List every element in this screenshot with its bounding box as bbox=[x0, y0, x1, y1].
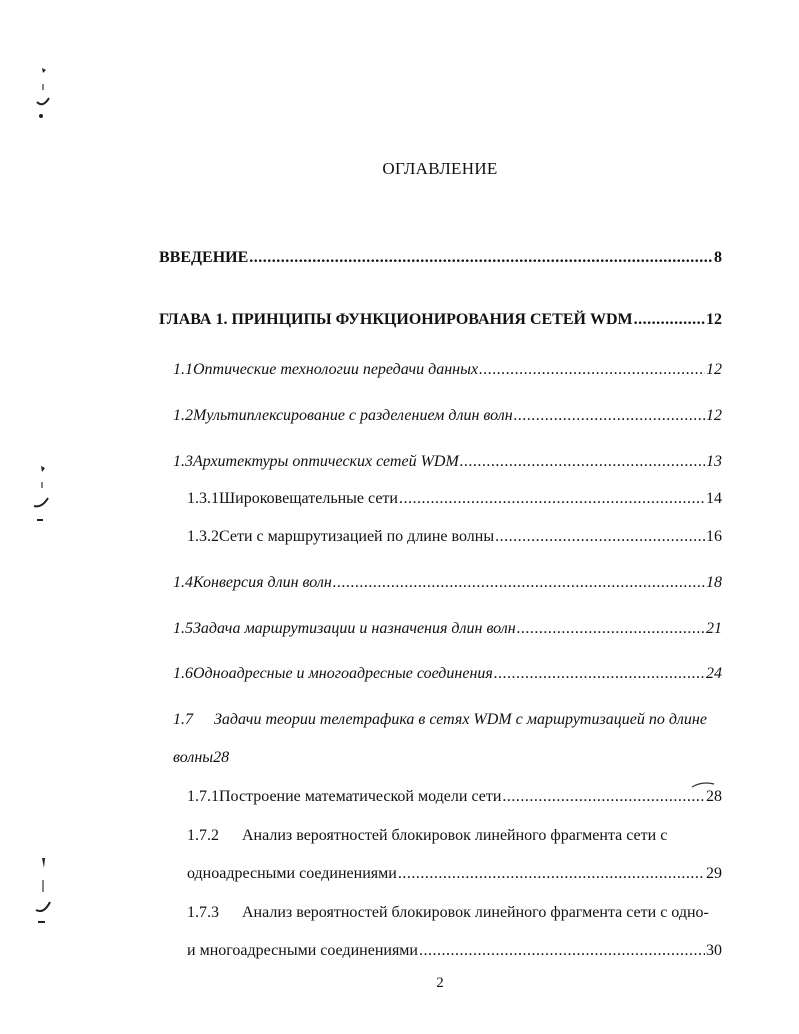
toc-entry-number: 1.6 bbox=[173, 665, 193, 682]
toc-entry-page: 12 bbox=[706, 361, 722, 378]
toc-entry-number: 1.7 bbox=[173, 711, 193, 728]
toc-entry-number: 1.2 bbox=[173, 407, 193, 424]
dot-leader bbox=[333, 574, 705, 592]
toc-entry-page: 18 bbox=[706, 574, 722, 591]
toc-entry-1-2[interactable] bbox=[173, 407, 722, 425]
toc-entry-number: 1.4 bbox=[173, 574, 193, 591]
dot-leader bbox=[460, 453, 705, 471]
toc-entry-number: 1.1 bbox=[173, 361, 193, 378]
toc-entry-title: Оптические технологии передачи данных bbox=[193, 361, 479, 378]
toc-entry-page: 29 bbox=[706, 865, 722, 882]
toc-entry-title: ГЛАВА 1. ПРИНЦИПЫ ФУНКЦИОНИРОВАНИЯ СЕТЕЙ WDM bbox=[159, 311, 633, 328]
toc-entry-title-line-1: Анализ вероятностей блокировок линейного фрагмента сети с одно- bbox=[242, 904, 709, 921]
toc-entry-number: 1.3 bbox=[173, 453, 193, 470]
toc-entry-title: Построение математической модели сети bbox=[219, 788, 502, 805]
toc-entry-page: 13 bbox=[706, 453, 722, 470]
dot-leader bbox=[479, 361, 705, 379]
toc-entry-number: 1.3.1 bbox=[187, 490, 219, 507]
dot-leader bbox=[514, 407, 705, 425]
toc-entry-page: 12 bbox=[706, 407, 722, 424]
toc-entry-number: 1.7.1 bbox=[187, 788, 219, 805]
dot-leader bbox=[249, 249, 713, 267]
toc-entry-1-6[interactable] bbox=[173, 665, 722, 683]
toc-entry-intro[interactable] bbox=[159, 249, 722, 267]
page-title: ОГЛАВЛЕНИЕ bbox=[382, 159, 498, 178]
toc-entry-1-7-2[interactable] bbox=[187, 827, 667, 845]
dot-leader bbox=[517, 620, 705, 638]
toc-entry-1-7-3-continuation[interactable] bbox=[187, 942, 722, 960]
toc-entry-number: 1.3.2 bbox=[187, 528, 219, 545]
toc-entry-page: 21 bbox=[706, 620, 722, 637]
toc-entry-title-line-1: Задачи теории телетрафика в сетях WDM с маршрутизацией по длине bbox=[214, 711, 707, 728]
toc-entry-1-3[interactable] bbox=[173, 453, 722, 471]
toc-entry-title: Сети с маршрутизацией по длине волны bbox=[219, 528, 495, 545]
toc-entry-1-3-1[interactable] bbox=[187, 490, 722, 508]
toc-entry-title: Одноадресные и многоадресные соединения bbox=[193, 665, 493, 682]
toc-entry-title-line-1: Анализ вероятностей блокировок линейного фрагмента сети с bbox=[242, 827, 668, 844]
dot-leader bbox=[495, 528, 705, 546]
dot-leader bbox=[419, 942, 705, 960]
toc-entry-page: 28 bbox=[213, 749, 230, 766]
dot-leader bbox=[494, 665, 705, 683]
toc-entry-number: 1.7.3 bbox=[187, 904, 219, 921]
toc-entry-1-5[interactable] bbox=[173, 620, 722, 638]
toc-entry-title-line-2: волны bbox=[173, 749, 214, 766]
toc-entry-1-3-2[interactable] bbox=[187, 528, 722, 546]
toc-entry-page: 12 bbox=[706, 311, 722, 328]
toc-entry-1-7[interactable] bbox=[173, 711, 707, 729]
toc-entry-number: 1.5 bbox=[173, 620, 193, 637]
toc-entry-title: Архитектуры оптических сетей WDM bbox=[193, 453, 459, 470]
toc-entry-title: Конверсия длин волн bbox=[193, 574, 332, 591]
toc-entry-1-7-2-continuation[interactable] bbox=[187, 865, 722, 883]
toc-entry-title-line-2: и многоадресными соединениями bbox=[187, 942, 418, 959]
toc-entry-1-4[interactable] bbox=[173, 574, 722, 592]
toc-entry-1-7-1[interactable] bbox=[187, 788, 722, 806]
dot-leader bbox=[634, 311, 705, 329]
toc-entry-page: 14 bbox=[706, 490, 722, 507]
dot-leader bbox=[398, 865, 705, 883]
toc-entry-chapter-1[interactable] bbox=[159, 311, 722, 329]
binding-mark-icon bbox=[30, 62, 54, 122]
toc-entry-page: 28 bbox=[706, 788, 722, 805]
pen-stroke-icon bbox=[690, 780, 716, 790]
toc-entry-1-7-continuation[interactable] bbox=[173, 749, 229, 767]
toc-entry-page: 8 bbox=[714, 249, 722, 266]
toc-entry-title: Широковещательные сети bbox=[219, 490, 398, 507]
toc-entry-title: ВВЕДЕНИЕ bbox=[159, 249, 249, 266]
binding-mark-icon bbox=[30, 852, 58, 930]
binding-mark-icon bbox=[28, 460, 56, 530]
page-number: 2 bbox=[436, 975, 444, 991]
dot-leader bbox=[399, 490, 705, 508]
toc-entry-1-1[interactable] bbox=[173, 361, 722, 379]
toc-entry-page: 30 bbox=[706, 942, 722, 959]
toc-entry-1-7-3[interactable] bbox=[187, 904, 709, 922]
toc-entry-title: Мультиплексирование с разделением длин волн bbox=[193, 407, 513, 424]
toc-entry-title-line-2: одноадресными соединениями bbox=[187, 865, 397, 882]
toc-entry-page: 16 bbox=[706, 528, 722, 545]
toc-entry-number: 1.7.2 bbox=[187, 827, 219, 844]
toc-entry-page: 24 bbox=[706, 665, 722, 682]
dot-leader bbox=[502, 788, 705, 806]
toc-entry-title: Задача маршрутизации и назначения длин волн bbox=[193, 620, 516, 637]
